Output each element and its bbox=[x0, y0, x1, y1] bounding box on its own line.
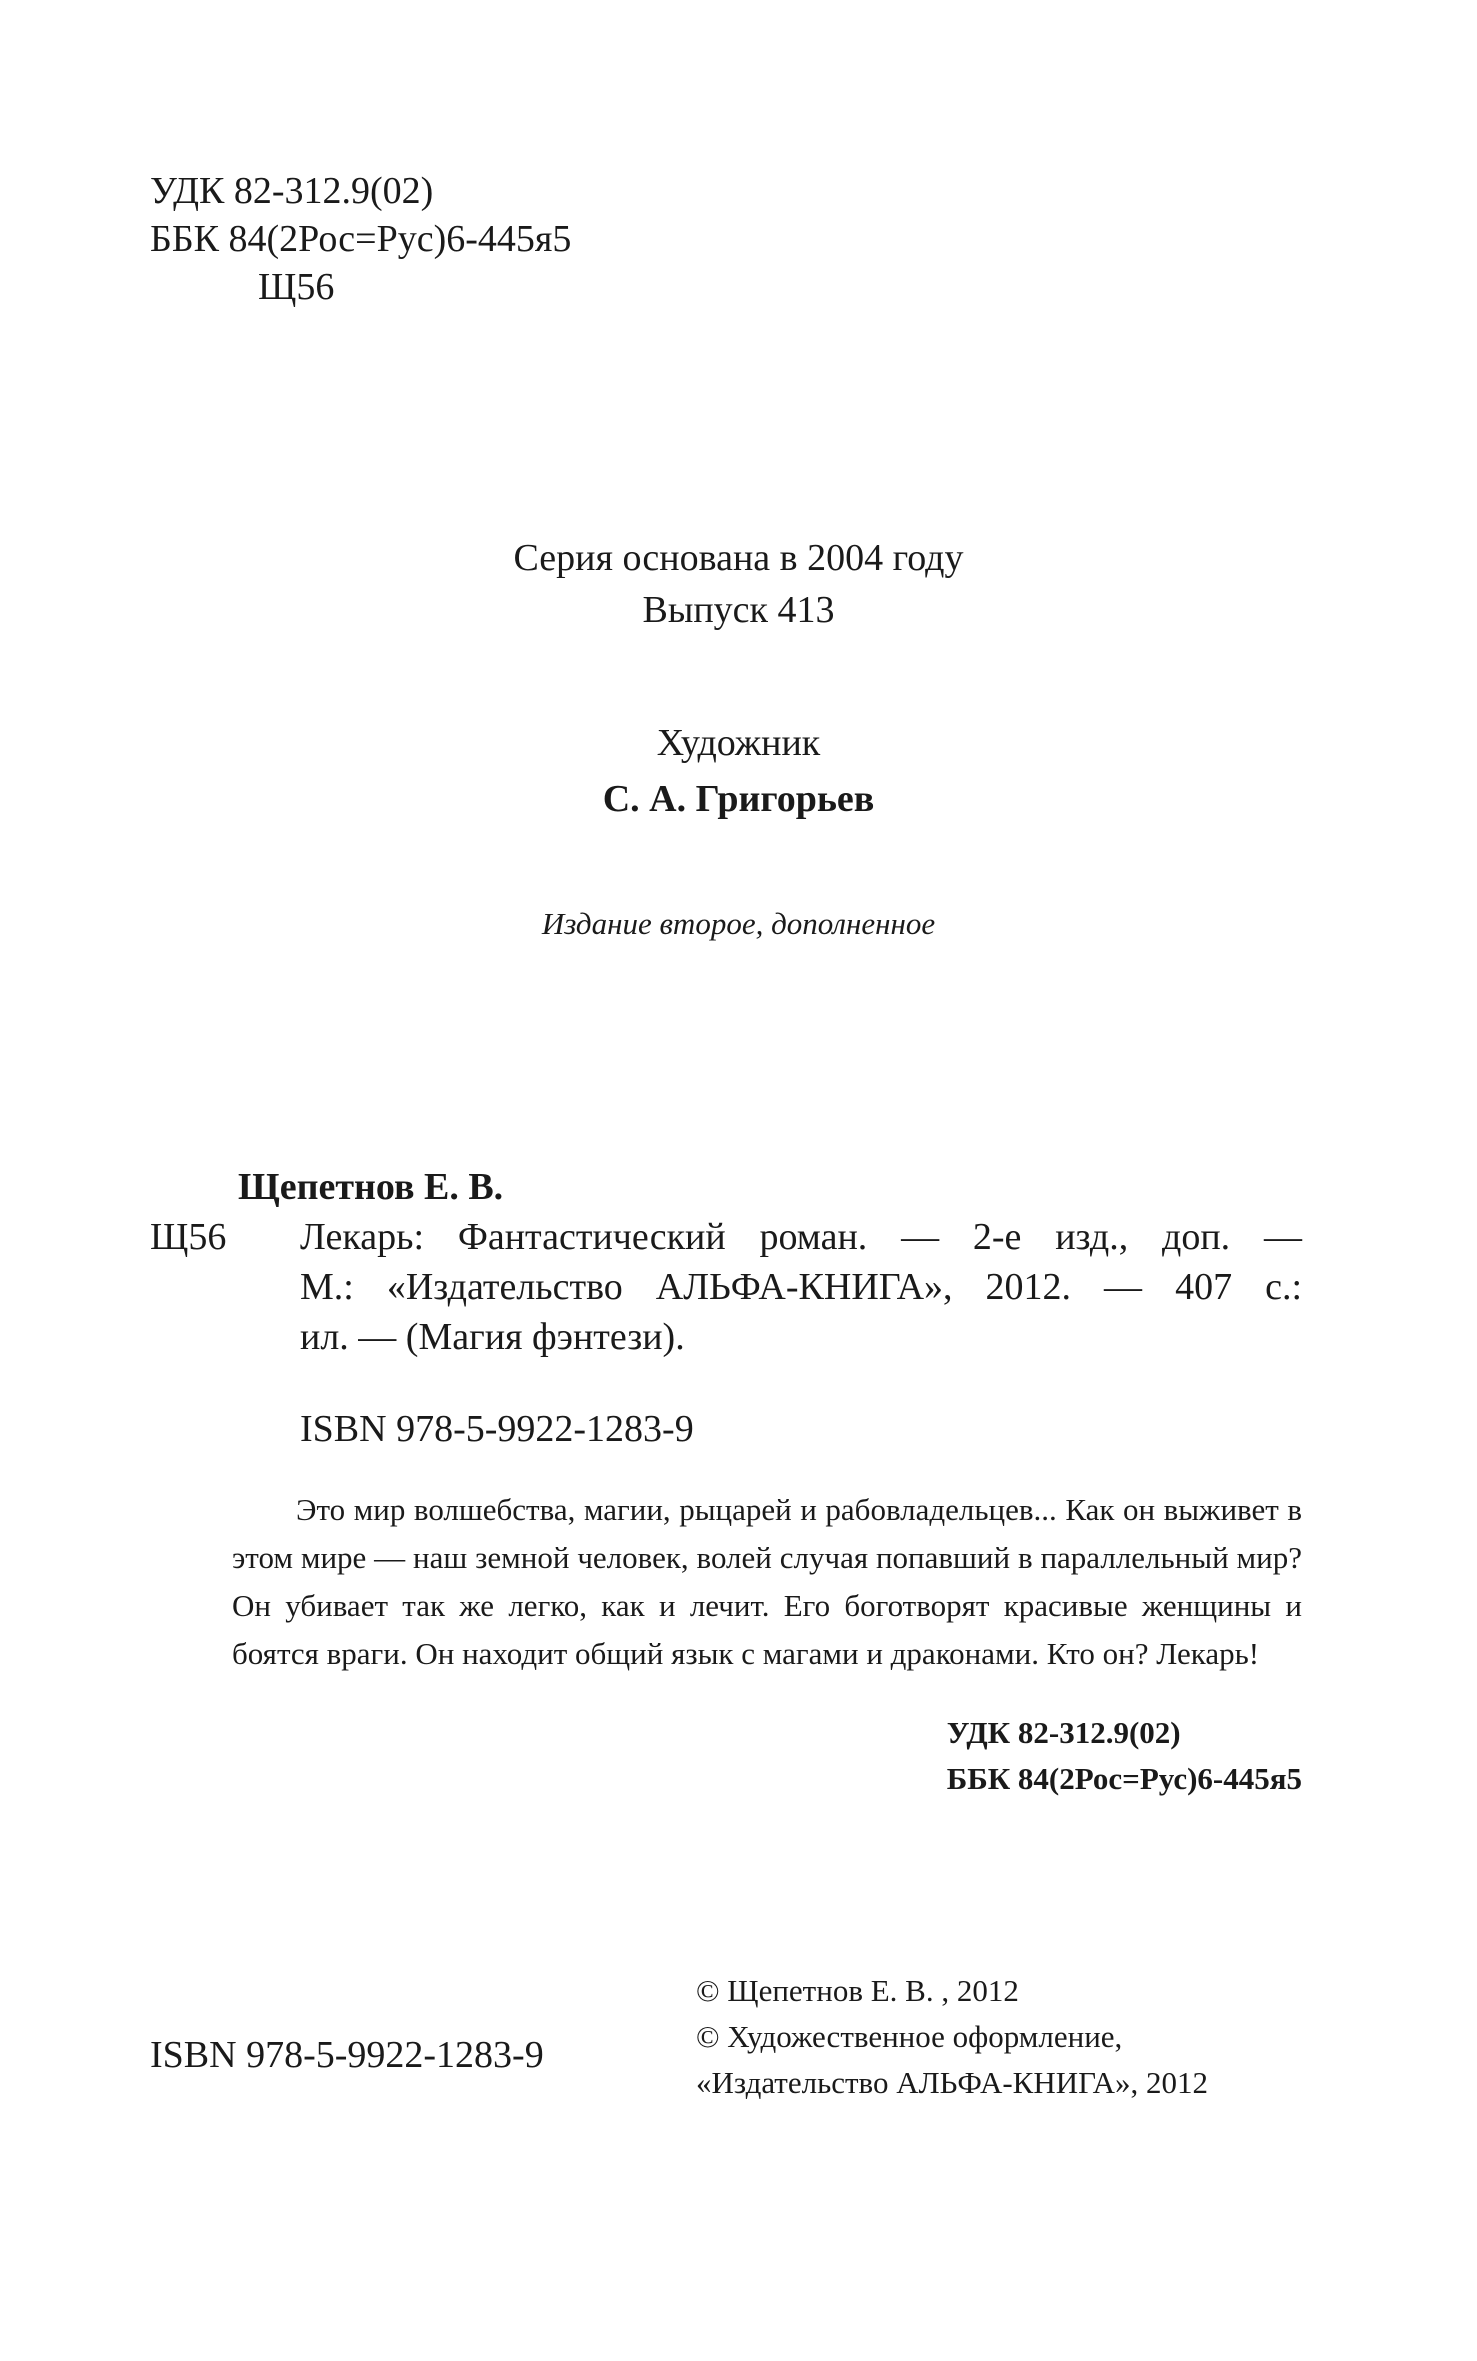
record-line-1 bbox=[150, 1214, 1302, 1264]
series-founded: Серия основана в 2004 году bbox=[513, 537, 964, 579]
record-title-line: Лекарь: Фантастический роман. — 2-е изд., доп. — bbox=[300, 1216, 1302, 1258]
bbk-code-bottom: ББК 84(2Рос=Рус)6-445я5 bbox=[946, 1761, 1302, 1796]
author-mark: Щ56 bbox=[258, 266, 335, 308]
classification-block bbox=[150, 168, 571, 312]
bibliographic-record bbox=[150, 1164, 1302, 1364]
series-issue: Выпуск 413 bbox=[642, 589, 835, 631]
bbk-code: ББК 84(2Рос=Рус)6-445я5 bbox=[150, 218, 572, 260]
artist-name: С. А. Григорьев bbox=[602, 778, 875, 820]
record-publisher-line: М.: «Издательство АЛЬФА-КНИГА», 2012. — 407 с.: bbox=[300, 1266, 1302, 1308]
artist-info bbox=[0, 720, 1477, 832]
record-author-mark: Щ56 bbox=[150, 1216, 227, 1258]
copyright-author: © Щепетнов Е. В. , 2012 bbox=[696, 1973, 1019, 2008]
record-isbn: ISBN 978-5-9922-1283-9 bbox=[300, 1408, 694, 1450]
copyright-publisher: «Издательство АЛЬФА-КНИГА», 2012 bbox=[696, 2065, 1209, 2100]
udk-code-bottom: УДК 82-312.9(02) bbox=[946, 1715, 1181, 1750]
record-series-line: ил. — (Магия фэнтези). bbox=[300, 1316, 685, 1358]
annotation bbox=[232, 1486, 1302, 1678]
record-author: Щепетнов Е. В. bbox=[238, 1166, 504, 1208]
isbn-bottom: ISBN 978-5-9922-1283-9 bbox=[150, 2034, 544, 2076]
copyright-design: © Художественное оформление, bbox=[696, 2019, 1123, 2054]
classification-bottom bbox=[947, 1714, 1302, 1806]
series-info bbox=[0, 535, 1477, 639]
artist-label: Художник bbox=[656, 722, 821, 764]
copyright-block bbox=[696, 1972, 1208, 2110]
annotation-text: Это мир волшебства, магии, рыцарей и рабовладельцев... Как он выживет в этом мире — наш земной человек, волей случая попавший в параллельный мир? Он убивает так же легко, как и лечит. Его боготворят красивые женщины и боятся враги. Он находит общий язык с магами и драконами. Кто он? Лекарь! bbox=[232, 1492, 1302, 1671]
udk-code: УДК 82-312.9(02) bbox=[150, 170, 434, 212]
edition-note: Издание второе, дополненное bbox=[541, 906, 936, 941]
